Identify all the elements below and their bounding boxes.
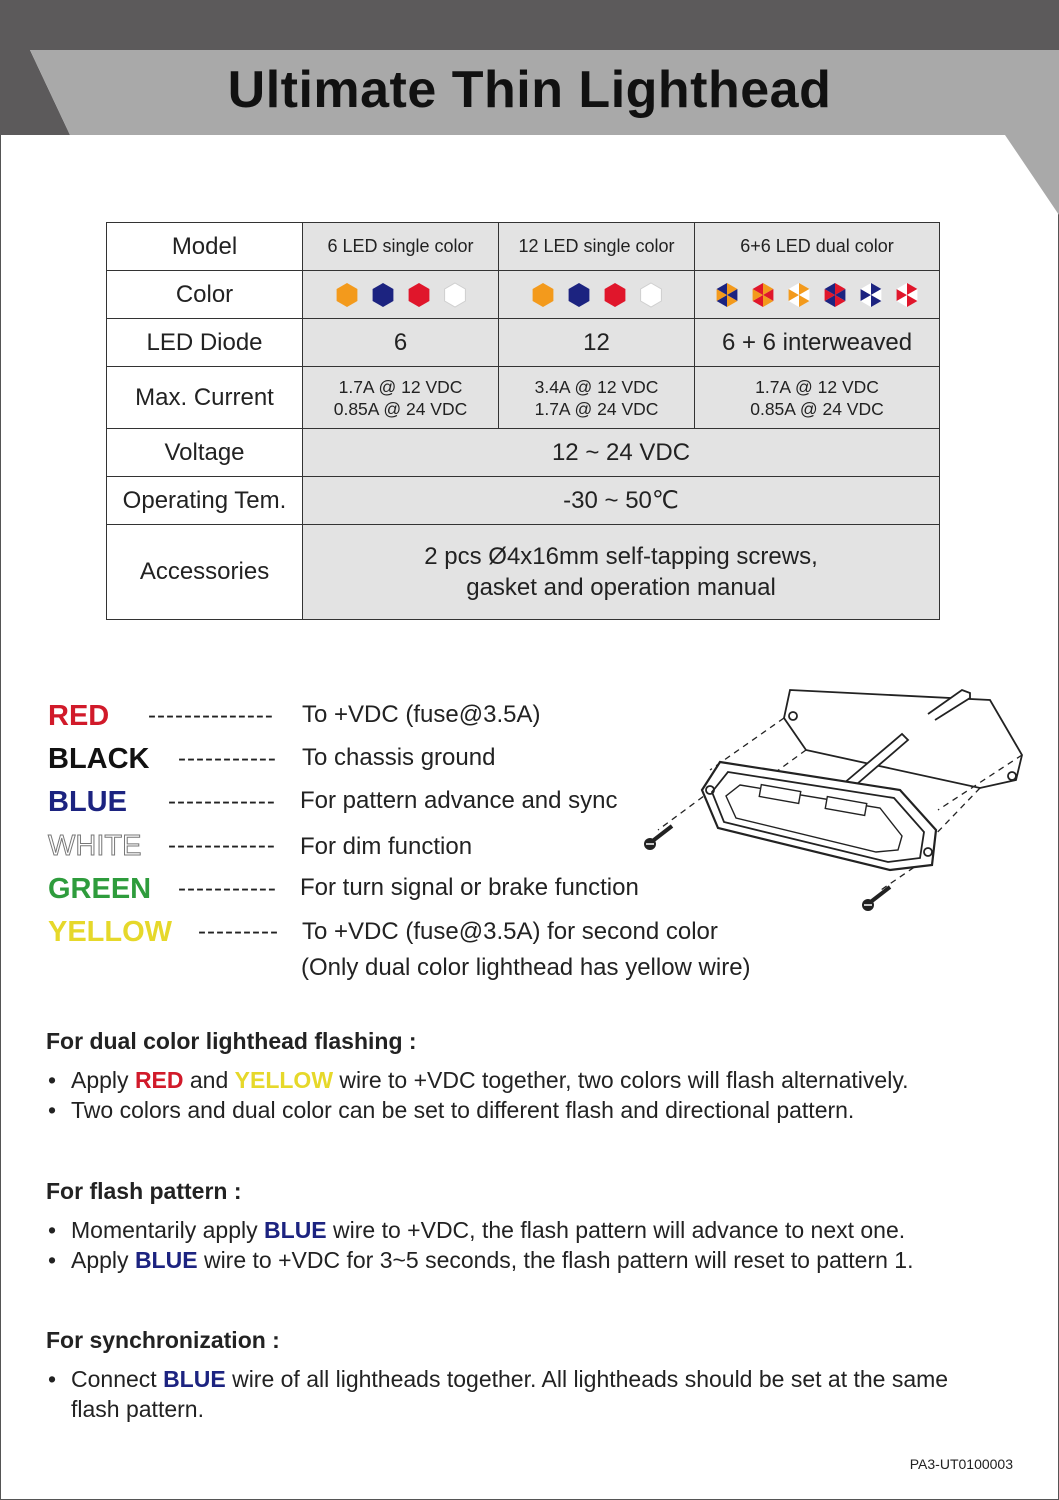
wire-desc: For pattern advance and sync xyxy=(300,787,618,814)
color-label: Color xyxy=(107,271,303,319)
model-dual: 6+6 LED dual color xyxy=(695,223,940,271)
list-item xyxy=(46,1215,1006,1245)
table-row xyxy=(107,319,940,367)
screw-icon xyxy=(862,887,890,911)
list-item xyxy=(46,1245,1006,1275)
voltage-label: Voltage xyxy=(107,429,303,477)
current-6led xyxy=(303,367,499,429)
wire-name: YELLOW xyxy=(48,916,173,948)
dual-color-section xyxy=(46,1028,1006,1125)
color-swatches-6led xyxy=(303,271,499,319)
led-label: LED Diode xyxy=(107,319,303,367)
white-hexagon-icon xyxy=(638,282,664,308)
text: Apply xyxy=(71,1067,135,1093)
text: and xyxy=(183,1067,235,1093)
lighthead-exploded-diagram xyxy=(640,680,1030,920)
current-12v: 3.4A @ 12 VDC xyxy=(534,376,659,397)
wire-dashes: ------------ xyxy=(168,788,276,815)
wire-desc: To chassis ground xyxy=(302,744,496,771)
red-hexagon-icon xyxy=(602,282,628,308)
text: wire to +VDC for 3~5 seconds, the flash pattern will reset to pattern 1. xyxy=(197,1247,914,1273)
product-code: PA3-UT0100003 xyxy=(909,1456,1013,1472)
accessories-label: Accessories xyxy=(107,525,303,620)
red-highlight: RED xyxy=(134,1067,184,1093)
color-swatches-12led xyxy=(499,271,695,319)
page-title: Ultimate Thin Lighthead xyxy=(227,61,832,119)
table-row xyxy=(107,367,940,429)
text: Apply xyxy=(71,1247,135,1273)
wire-dashes: ----------- xyxy=(178,875,277,902)
section-heading: For synchronization : xyxy=(46,1327,280,1353)
model-label: Model xyxy=(107,223,303,271)
red-blue-hexagon-icon xyxy=(822,282,848,308)
blue-hexagon-icon xyxy=(566,282,592,308)
amber-red-hexagon-icon xyxy=(750,282,776,308)
amber-hexagon-icon xyxy=(334,282,360,308)
current-label: Max. Current xyxy=(107,367,303,429)
wire-name: GREEN xyxy=(48,873,152,905)
yellow-highlight: YELLOW xyxy=(234,1067,334,1093)
blue-highlight: BLUE xyxy=(134,1247,198,1273)
current-24v: 0.85A @ 24 VDC xyxy=(333,398,468,419)
flash-pattern-section xyxy=(46,1178,1006,1275)
amber-hexagon-icon xyxy=(530,282,556,308)
amber-white-hexagon-icon xyxy=(786,282,812,308)
wire-dashes: ----------- xyxy=(178,745,277,772)
model-6led: 6 LED single color xyxy=(303,223,499,271)
amber-blue-hexagon-icon xyxy=(714,282,740,308)
table-row xyxy=(107,429,940,477)
current-12v: 1.7A @ 12 VDC xyxy=(755,376,879,397)
yellow-wire-note: (Only dual color lighthead has yellow wire) xyxy=(301,954,751,981)
list-item: • Two colors and dual color can be set to different flash and directional pattern. xyxy=(46,1095,1006,1125)
accessories-value xyxy=(303,525,940,620)
led-dual: 6 + 6 interweaved xyxy=(695,319,940,367)
table-row xyxy=(107,223,940,271)
blue-highlight: BLUE xyxy=(264,1217,327,1243)
list-item xyxy=(46,1364,966,1424)
model-12led: 12 LED single color xyxy=(499,223,695,271)
wire-desc: To +VDC (fuse@3.5A) xyxy=(302,701,541,728)
accessories-line: gasket and operation manual xyxy=(466,574,776,601)
text: wire to +VDC together, two colors will flash alternatively. xyxy=(333,1067,909,1093)
text: wire to +VDC, the flash pattern will advance to next one. xyxy=(326,1217,906,1243)
temp-label: Operating Tem. xyxy=(107,477,303,525)
wire-dashes: -------------- xyxy=(148,702,274,729)
current-dual xyxy=(695,367,940,429)
table-row xyxy=(107,477,940,525)
wire-desc: To +VDC (fuse@3.5A) for second color xyxy=(302,918,718,945)
wire-dashes: ------------ xyxy=(168,832,276,859)
list-item xyxy=(46,1065,1006,1095)
text: Connect xyxy=(71,1366,164,1392)
wire-name: BLACK xyxy=(48,743,150,775)
blue-highlight: BLUE xyxy=(163,1366,226,1392)
current-24v: 1.7A @ 24 VDC xyxy=(534,398,659,419)
wire-desc: For dim function xyxy=(300,833,473,860)
color-swatches-dual xyxy=(695,271,940,319)
wire-dashes: --------- xyxy=(198,918,279,945)
white-hexagon-icon xyxy=(442,282,468,308)
red-white-hexagon-icon xyxy=(894,282,920,308)
current-12v: 1.7A @ 12 VDC xyxy=(338,376,463,397)
table-row xyxy=(107,525,940,620)
wire-name: WHITE xyxy=(48,830,142,862)
spec-table xyxy=(106,222,940,620)
table-row xyxy=(107,271,940,319)
section-heading: For dual color lighthead flashing : xyxy=(46,1028,417,1054)
section-heading: For flash pattern : xyxy=(46,1178,242,1204)
sync-section xyxy=(46,1327,966,1424)
wire-desc: For turn signal or brake function xyxy=(300,874,639,901)
temp-value: -30 ~ 50℃ xyxy=(303,477,940,525)
red-hexagon-icon xyxy=(406,282,432,308)
current-24v: 0.85A @ 24 VDC xyxy=(750,398,884,419)
voltage-value: 12 ~ 24 VDC xyxy=(303,429,940,477)
blue-white-hexagon-icon xyxy=(858,282,884,308)
wire-name: RED xyxy=(48,700,110,732)
wire-name: BLUE xyxy=(48,786,127,818)
text: Momentarily apply xyxy=(71,1217,265,1243)
led-12led: 12 xyxy=(499,319,695,367)
accessories-line: 2 pcs Ø4x16mm self-tapping screws, xyxy=(424,543,818,570)
led-6led: 6 xyxy=(303,319,499,367)
text: wire of all lightheads together. All lightheads should be set at the same flash pattern. xyxy=(71,1366,949,1422)
current-12led xyxy=(499,367,695,429)
blue-hexagon-icon xyxy=(370,282,396,308)
